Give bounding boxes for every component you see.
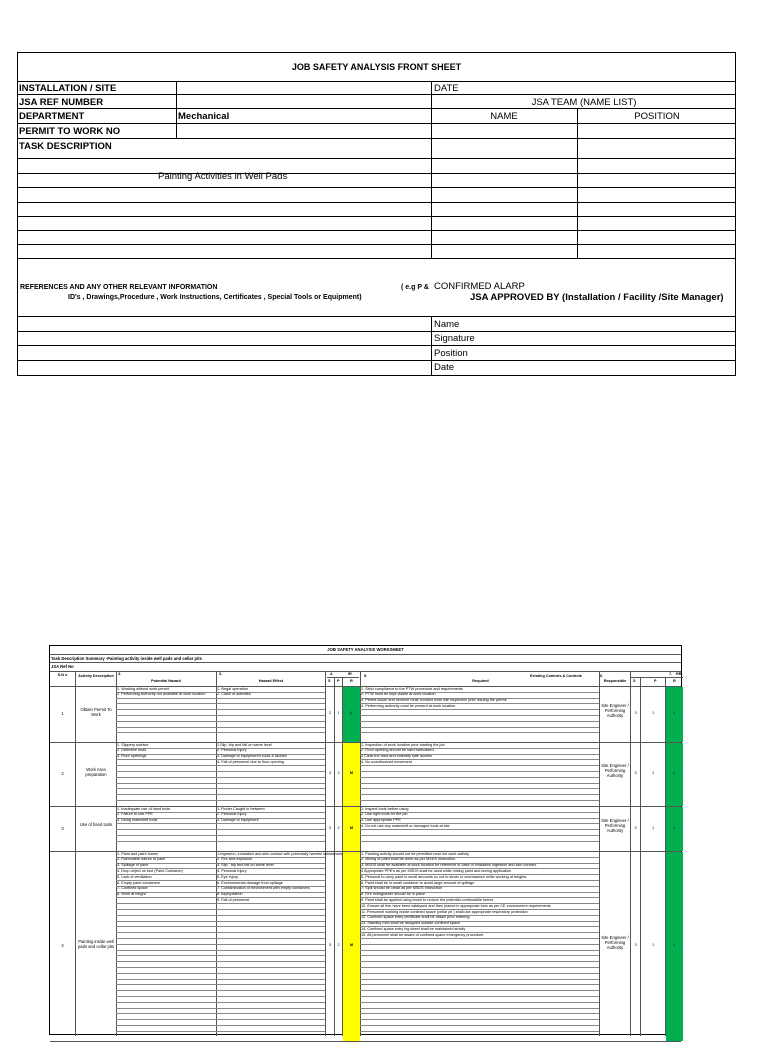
row-hazard: 2. Defective tools — [117, 748, 147, 753]
row-control: 1. Strict compliance to the PTW procedure and requirements — [361, 686, 463, 691]
header-rr-no: 7. — [669, 672, 673, 676]
department-label: DEPARTMENT — [19, 111, 85, 122]
row-control: 3. Use appropriate PPE — [361, 818, 401, 823]
row-ir-r: L — [350, 711, 353, 715]
row-ir-p: 2 — [337, 771, 340, 775]
worksheet-task-description: Task Description Summary -Painting activity inside well pads and cellar pits — [51, 656, 202, 661]
row-control: 3 Clear the area and indentify safe access — [361, 754, 432, 759]
row-ir-r: M — [349, 771, 354, 775]
row-responsible: Site Engineer / Performing Authority — [601, 703, 629, 718]
row-activity: Obtain Permit To Work — [80, 707, 112, 717]
row-control: 2. Use right tools for the job — [361, 812, 408, 817]
header-sno: S.N o — [57, 673, 68, 677]
row-control: 2. Floor opening should be hard barricaded . — [361, 748, 436, 753]
row-hazard: 5. Lack of ventilation — [117, 874, 152, 879]
row-control: 3. Permit issuer and receiver must conduct work site inspection prior issuing the permit — [361, 698, 507, 703]
worksheet-title: JOB SAFETY ANALYSIS WORKSHEET — [327, 647, 404, 652]
row-activity: Use of hand tools — [79, 821, 113, 827]
row-rr-p: 1 — [651, 825, 655, 830]
row-effect: 2. Personal Injury — [217, 812, 247, 817]
row-control: 5. Personal to carry paint in small amounts so not to strain or overbalance while working at heights. — [361, 874, 528, 879]
task-description-value: Painting Activities in Well Pads — [158, 171, 288, 182]
task-description-label: TASK DESCRIPTION — [19, 141, 112, 152]
header-rr-r: R — [673, 679, 676, 683]
header-activity: Activity Description — [78, 674, 114, 678]
header-ir-r: R — [350, 679, 353, 683]
row-activity: Work Area preparation — [85, 767, 107, 777]
row-rr-r: L — [673, 771, 676, 775]
row-hazard: 2. Failure to use PPE — [117, 812, 153, 817]
row-control: 11. Personnel working inside confined space (cellar pit ) shall use appropriate respiratory protection — [361, 909, 528, 914]
row-effect: 1.Ingestion, inhalation and skin contact with potentially harmful substances — [217, 851, 343, 856]
references-detail: ID's , Drawings,Procedure , Work Instructions, Certificates , Special Tools or Equipment) — [68, 294, 362, 301]
row-rr-p: 1 — [651, 711, 655, 715]
row-rr-r: L — [673, 711, 676, 715]
row-sno: 4 — [61, 943, 64, 948]
row-effect: 1. Finder Caught in between — [217, 806, 265, 811]
jsa-worksheet — [49, 645, 682, 1035]
row-rr-s: 3 — [634, 711, 637, 715]
row-effect: 2. Personal Injury — [217, 748, 247, 753]
row-hazard: 4. Drop object on foot (Paint Container) — [117, 869, 184, 873]
row-control: 3. MSDS shall be available at work location for reference in case of inhalation ingestion and skin contact. — [361, 863, 537, 868]
row-rr-s: 3 — [634, 943, 637, 947]
header-potential-hazard: Potential Hazard — [151, 679, 181, 683]
row-control: 7. Spill should be clean as per MSDS instruction — [361, 886, 443, 891]
row-hazard: 3. Spillage of paint — [117, 863, 149, 868]
row-control: 2. Mixing of paint shall be done as per MSDS instruction — [361, 857, 456, 862]
row-ir-s: 3 — [328, 943, 332, 947]
row-rr-s: 3 — [634, 771, 637, 775]
row-effect: 3. Slip , trip and fall on same level — [217, 863, 274, 868]
row-responsible: Site Engineer / Performing Authority — [601, 763, 629, 778]
signoff-date-label: Date — [434, 362, 455, 373]
row-effect: 9. Fall of personnel — [217, 898, 250, 902]
name-column-header: NAME — [490, 111, 518, 122]
row-effect: 5. Eye injury — [217, 874, 238, 879]
row-hazard: 7. Confined space — [117, 886, 148, 891]
row-hazard: 2. Performing Authority not available at work location — [117, 692, 206, 697]
row-effect: 4. Personal Injury — [217, 869, 247, 873]
header-controls-no: 5. — [364, 674, 368, 678]
row-control: 4 Appropriate PPE's as per MSDS shall be used while mixing paint and during application — [361, 869, 512, 873]
date-label: DATE — [434, 83, 459, 94]
row-hazard: 8. Work at height — [117, 892, 146, 897]
worksheet-jsa-ref: JSA Ref No — [51, 664, 74, 669]
header-effect-no: 3. — [219, 672, 223, 676]
row-hazard: 6. Empty paint containers — [117, 880, 160, 885]
row-ir-s: 2 — [328, 711, 332, 715]
row-effect: 3. Damage to equipment — [217, 818, 259, 823]
row-rr-p: 1 — [651, 943, 655, 947]
header-rr-p: P — [654, 679, 657, 683]
row-control: 4. Do not use any makeshift or damaged tools at site — [361, 824, 450, 828]
header-hazard-no: 3. — [118, 672, 122, 676]
row-rr-p: 1 — [651, 771, 655, 775]
row-effect: 3. Damage to equipment's tools & tackles — [217, 754, 287, 759]
row-ir-p: 2 — [337, 943, 340, 947]
row-effect: 8. Asphyxiation — [217, 892, 243, 897]
permit-label: PERMIT TO WORK NO — [19, 126, 121, 137]
header-controls-required: Required — [472, 679, 489, 683]
row-control: 1. Inspect tools before using — [361, 806, 409, 811]
row-effect: 1. Illegal operation — [217, 686, 249, 691]
row-control: 4. Performing authority must be present at work location — [361, 704, 456, 708]
references-eg: ( e.g P & — [401, 284, 429, 291]
row-hazard: 1. Paint and paint fumes — [117, 851, 158, 856]
row-ir-r: M — [349, 825, 354, 830]
header-rr: RR — [676, 672, 682, 676]
front-sheet-title: JOB SAFETY ANALYSIS FRONT SHEET — [18, 53, 735, 82]
row-ir-p: 2 — [337, 825, 340, 830]
row-rr-s: 3 — [634, 825, 637, 830]
row-control: 8. Fire extinguisher should be in place — [361, 892, 425, 897]
header-hazard-effect: Hazard Effect — [258, 679, 284, 683]
row-hazard: 1. Inadequate use of hand tools — [117, 806, 171, 811]
header-responsible-no: 6. — [600, 674, 604, 678]
approved-by-label: JSA APPROVED BY (Installation / Facility /Site Manager) — [470, 292, 724, 303]
installation-label: INSTALLATION / SITE — [19, 83, 117, 94]
header-ir-no: 4. — [330, 672, 334, 676]
row-hazard: 2. Flammable nature of paint — [117, 857, 166, 862]
row-control: 12. Confined space entry certificate shall be obtain prior entering — [361, 915, 470, 920]
row-control: 1. Painting activity should not be permitted near hot work activity — [361, 851, 470, 856]
row-sno: 1 — [61, 711, 64, 716]
row-ir-p: 1 — [337, 711, 340, 715]
row-activity: Painting inside well pads and cellar pits — [77, 939, 115, 949]
row-control: 9. Paint shall be applied using brush to reduce the potential combustible fumes — [361, 898, 494, 902]
row-ir-s: 3 — [328, 771, 332, 775]
header-rr-s: S — [633, 679, 636, 683]
row-hazard: 1. Slippery surface — [117, 742, 149, 747]
row-control: 13. Standby man shall be assigned outside confined space — [361, 921, 460, 926]
row-control: 4. No unauthorized movement — [361, 760, 412, 764]
row-ir-s: 3 — [328, 825, 332, 830]
signoff-signature-label: Signature — [434, 333, 475, 344]
row-ir-r: M — [349, 943, 354, 947]
signoff-name-label: Name — [434, 319, 460, 330]
row-control: 14. Confined space entry log sheet shall be maintained strictly — [361, 927, 466, 931]
row-hazard: 1. Working without work permit — [117, 686, 169, 691]
row-rr-r: L — [673, 825, 676, 830]
confirmed-alarp: CONFIRMED ALARP — [434, 281, 525, 292]
header-ir: IR — [348, 672, 352, 676]
references-label: REFERENCES AND ANY OTHER RELEVANT INFORMATION — [20, 284, 218, 291]
row-control: 1. Inspection of work location prior starting the job — [361, 742, 445, 747]
department-value: Mechanical — [178, 111, 230, 122]
jsa-front-sheet — [17, 52, 736, 376]
jsa-team-label: JSA TEAM (NAME LIST) — [531, 97, 637, 108]
row-sno: 3 — [61, 825, 64, 831]
row-effect: 2. Clash of activities — [217, 692, 251, 697]
header-controls-existing: Existing Controls & Controls — [530, 674, 582, 678]
row-control: 6. Paint shall be in small container to avoid large amount of spillage — [361, 880, 475, 885]
row-responsible: Site Engineer / Performing Authority — [601, 935, 629, 950]
row-hazard: 3. Floor openings — [117, 754, 147, 759]
row-hazard: 3. Using makeshift tools — [117, 818, 158, 823]
header-ir-s: S — [328, 679, 331, 683]
row-effect: 7. Contamination of environment with empty containers — [217, 886, 310, 891]
row-rr-r: L — [673, 943, 676, 947]
row-responsible: Site Engineer / Performing Authority — [601, 817, 629, 833]
row-sno: 2 — [61, 771, 64, 776]
jsa-ref-label: JSA REF NUMBER — [19, 97, 104, 108]
row-control: 2. PTW must be kept visible at work location — [361, 692, 436, 697]
row-control: 15. All personnel shall be aware of confined space emergency procedure — [361, 932, 484, 937]
row-effect: 4. Fall of personnel due to floor opening — [217, 760, 284, 764]
row-control: 10. Ensure all thin have been catalysed and then placed in appropriate bins as per CE environment requirements — [361, 903, 551, 908]
row-effect: 1.Slip, trip and fall on same level — [217, 742, 272, 747]
row-effect: 2. Fire and explosion — [217, 857, 253, 862]
row-effect: 6. Environmental damage from spillage — [217, 880, 283, 885]
header-responsible: Responsible — [603, 679, 627, 683]
header-ir-p: P — [337, 679, 340, 683]
signoff-position-label: Position — [434, 348, 468, 359]
position-column-header: POSITION — [634, 111, 680, 122]
